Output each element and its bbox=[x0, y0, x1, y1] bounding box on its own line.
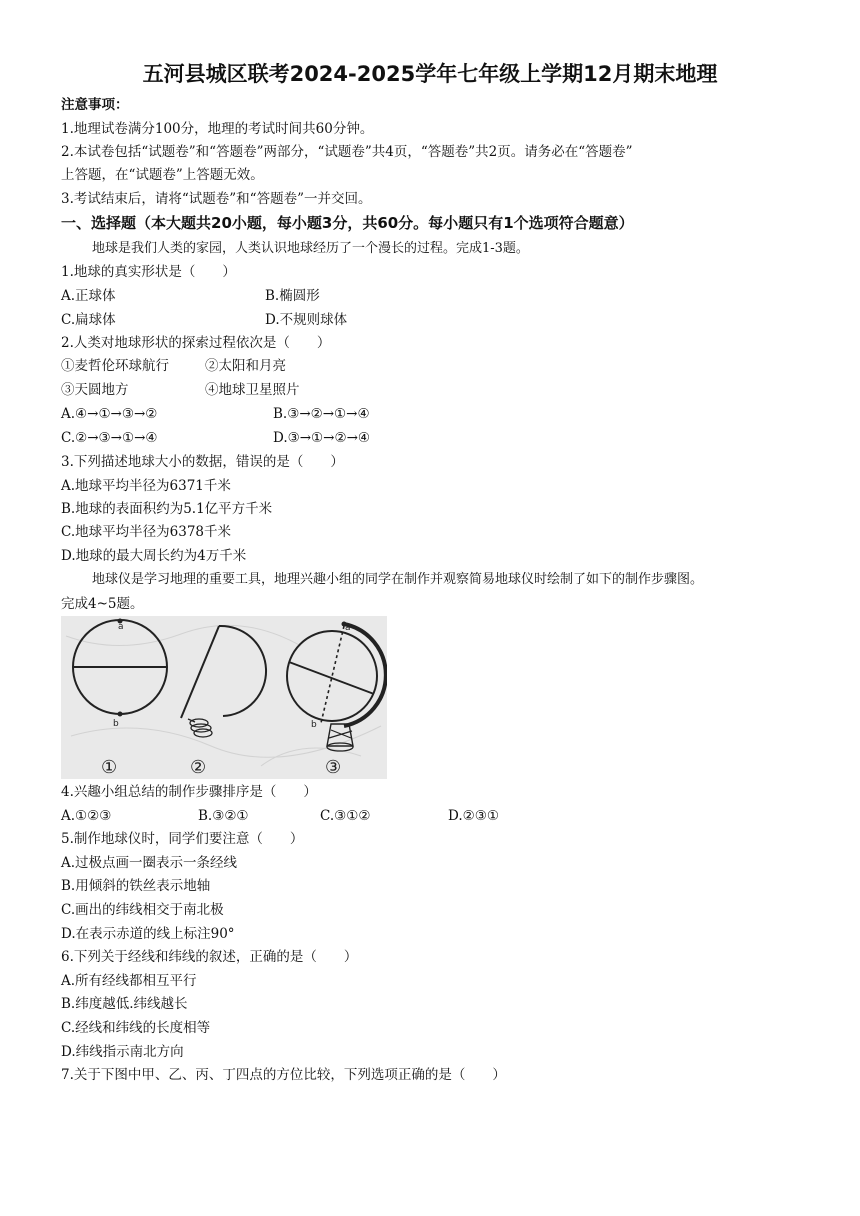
question-4-stem: 4.兴趣小组总结的制作步骤排序是（ ） bbox=[61, 784, 317, 800]
question-1-option-c: C.扁球体 bbox=[61, 312, 116, 328]
notice-heading: 注意事项： bbox=[61, 97, 129, 113]
question-1-option-d: D.不规则球体 bbox=[265, 312, 348, 328]
question-4-option-a: A.①②③ bbox=[61, 808, 112, 824]
question-1-stem: 1.地球的真实形状是（ ） bbox=[61, 264, 236, 280]
question-6-stem: 6.下列关于经线和纬线的叙述，正确的是（ ） bbox=[61, 949, 358, 965]
question-3-option-a: A.地球平均半径为6371千米 bbox=[61, 478, 231, 494]
question-2-stem: 2.人类对地球形状的探索过程依次是（ ） bbox=[61, 335, 331, 351]
question-5-option-b: B.用倾斜的铁丝表示地轴 bbox=[61, 878, 211, 894]
globe-steps-figure bbox=[61, 616, 387, 779]
page-title: 五河县城区联考2024-2025学年七年级上学期12月期末地理 bbox=[142, 62, 718, 86]
figure-step-3-label: ③ bbox=[325, 757, 342, 778]
notice-item-2-cont: 上答题，在“试题卷”上答题无效。 bbox=[61, 167, 264, 183]
question-5-stem: 5.制作地球仪时，同学们要注意（ ） bbox=[61, 831, 304, 847]
notice-item-1: 1.地理试卷满分100分，地理的考试时间共60分钟。 bbox=[61, 121, 374, 137]
question-4-option-b: B.③②① bbox=[198, 808, 249, 824]
step-3-assembled-globe bbox=[287, 622, 386, 752]
question-2-item-3: ③天圆地方 bbox=[61, 382, 129, 398]
question-6-option-c: C.经线和纬线的长度相等 bbox=[61, 1020, 211, 1036]
figure-step-1-label: ① bbox=[101, 757, 118, 778]
question-5-option-d: D.在表示赤道的线上标注90° bbox=[61, 926, 235, 942]
question-7-stem: 7.关于下图中甲、乙、丙、丁四点的方位比较，下列选项正确的是（ ） bbox=[61, 1067, 506, 1083]
intro-4-5: 地球仪是学习地理的重要工具，地理兴趣小组的同学在制作并观察简易地球仪时绘制了如下的制作步骤图。 bbox=[92, 572, 704, 587]
question-3-option-d: D.地球的最大周长约为4万千米 bbox=[61, 548, 247, 564]
section-heading: 一、选择题（本大题共20小题，每小题3分，共60分。每小题只有1个选项符合题意） bbox=[61, 214, 634, 232]
question-6-option-d: D.纬线指示南北方向 bbox=[61, 1044, 184, 1060]
figure-step-2-label: ② bbox=[190, 757, 207, 778]
question-2-item-4: ④地球卫星照片 bbox=[205, 382, 300, 398]
figure-label-a1: a bbox=[118, 622, 124, 632]
question-4-option-c: C.③①② bbox=[320, 808, 371, 824]
question-2-item-1: ①麦哲伦环球航行 bbox=[61, 358, 169, 374]
figure-label-a3: a bbox=[345, 623, 351, 633]
question-2-option-a: A.④→①→③→② bbox=[61, 406, 158, 422]
question-2-item-2: ②太阳和月亮 bbox=[205, 358, 286, 374]
step-2-half-globe bbox=[181, 626, 266, 737]
question-2-option-d: D.③→①→②→④ bbox=[273, 430, 370, 446]
question-3-option-b: B.地球的表面积约为5.1亿平方千米 bbox=[61, 501, 273, 517]
figure-label-b1: b bbox=[113, 719, 119, 729]
globe-steps-drawing bbox=[61, 616, 387, 779]
intro-4-5-cont: 完成4~5题。 bbox=[61, 596, 144, 612]
question-3-option-c: C.地球平均半径为6378千米 bbox=[61, 524, 231, 540]
question-1-option-b: B.椭圆形 bbox=[265, 288, 320, 304]
notice-item-3: 3.考试结束后，请将“试题卷”和“答题卷”一并交回。 bbox=[61, 191, 372, 207]
question-2-option-c: C.②→③→①→④ bbox=[61, 430, 158, 446]
question-2-option-b: B.③→②→①→④ bbox=[273, 406, 370, 422]
notice-item-2: 2.本试卷包括“试题卷”和“答题卷”两部分，“试题卷”共4页，“答题卷”共2页。请务必在“答题卷” bbox=[61, 144, 633, 160]
question-5-option-a: A.过极点画一圈表示一条经线 bbox=[61, 855, 238, 871]
step-1-globe bbox=[73, 619, 167, 717]
question-6-option-a: A.所有经线都相互平行 bbox=[61, 973, 197, 989]
intro-1-3: 地球是我们人类的家园，人类认识地球经历了一个漫长的过程。完成1-3题。 bbox=[92, 241, 529, 256]
question-6-option-b: B.纬度越低.纬线越长 bbox=[61, 996, 188, 1012]
question-1-option-a: A.正球体 bbox=[61, 288, 116, 304]
question-3-stem: 3.下列描述地球大小的数据，错误的是（ ） bbox=[61, 454, 344, 470]
question-5-option-c: C.画出的纬线相交于南北极 bbox=[61, 902, 224, 918]
question-4-option-d: D.②③① bbox=[448, 808, 499, 824]
figure-label-b3: b bbox=[311, 720, 317, 730]
